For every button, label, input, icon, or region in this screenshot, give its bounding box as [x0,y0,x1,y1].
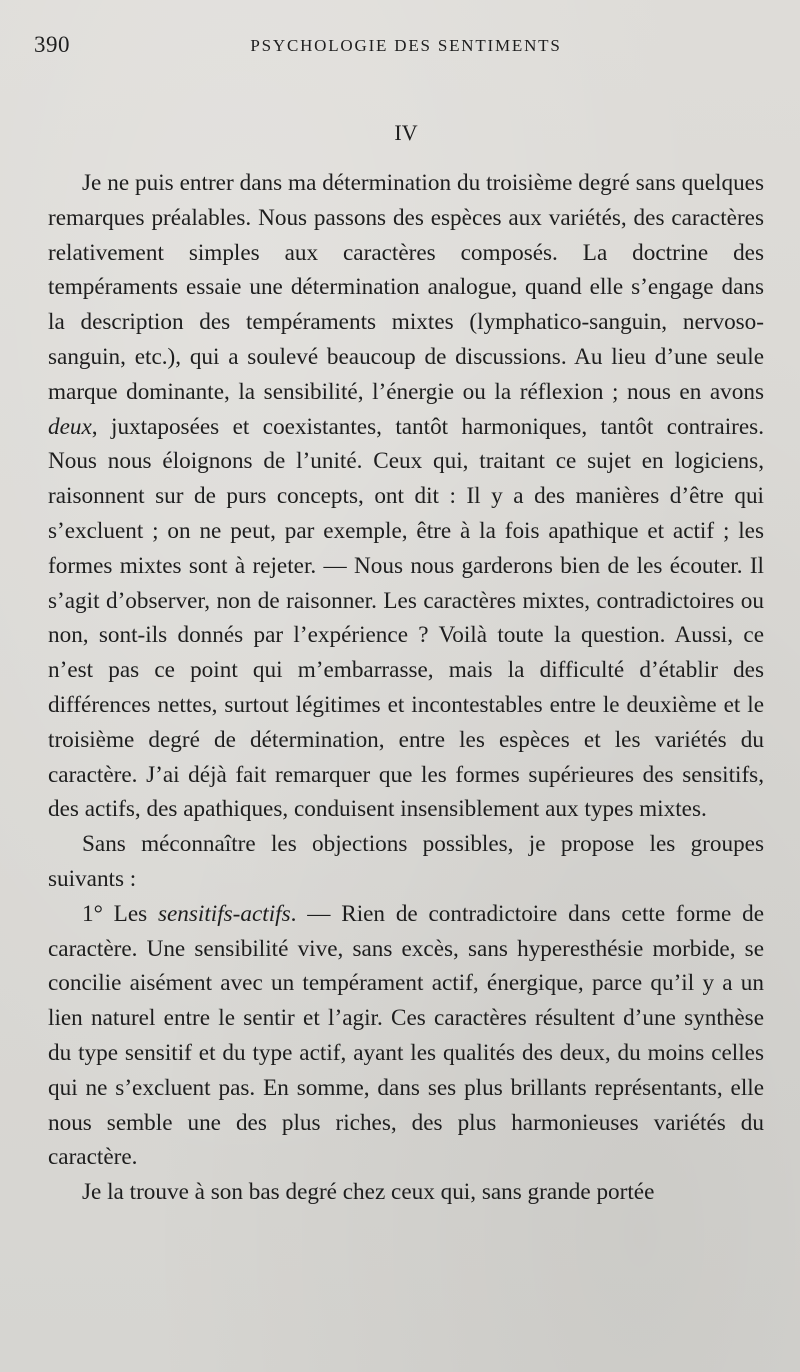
text-run: . — Rien de contradictoire dans cette forme de caractère. Une sensibilité vive, sans excès, sans hyperesthésie morbide, se concilie aisément avec un tempérament actif, énergique, parce qu’il y a un lien naturel entre le sentir et l’agir. Ces caractères résultent d’une synthèse du type sensitif et du type actif, ayant les qualités des deux, du moins celles qui ne s’excluent pas. En somme, dans ses plus brillants représentants, elle nous semble une des plus riches, des plus harmonieuses variétés du caractère. [48,900,764,1171]
paragraph [48,897,764,1175]
section-number: IV [394,120,418,145]
paragraph [48,827,764,897]
text-run: Je ne puis entrer dans ma détermination du troisième degré sans quelques remarques préalables. Nous passons des espèces aux variétés, des caractères relativement simples aux caractères composés. La doctrine des tempéraments essaie une détermination analogue, quand elle s’engage dans la description des tempéraments mixtes (lymphatico-sanguin, nervoso-sanguin, etc.), qui a soulevé beaucoup de discussions. Au lieu d’une seule marque dominante, la sensibilité, l’énergie ou la réflexion ; nous en avons [48,170,764,405]
text-run: Je la trouve à son bas degré chez ceux qui, sans grande portée [82,1179,655,1206]
page-number: 390 [34,32,70,57]
body-text [48,166,764,1210]
text-run: 1° Les [82,900,158,927]
text-run: , juxtaposées et coexistantes, tantôt harmoniques, tantôt contraires. Nous nous éloignons de l’unité. Ceux qui, traitant ce sujet en logiciens, raisonnent sur de purs concepts, ont dit : Il y a des manières d’être qui s’excluent ; on ne peut, par exemple, être à la fois apathique et actif ; les formes mixtes sont à rejeter. — Nous nous garderons bien de les écouter. Il s’agit d’observer, non de raisonner. Les caractères mixtes, contradictoires ou non, sont-ils donnés par l’expérience ? Voilà toute la question. Aussi, ce n’est pas ce point qui m’embarrasse, mais la difficulté d’établir des différences nettes, surtout légitimes et incontestables entre le deuxième et le troisième degré de détermination, entre les espèces et les variétés du caractère. J’ai déjà fait remarquer que les formes supérieures des sensitifs, des actifs, des apathiques, conduisent insensiblement aux types mixtes. [48,413,764,823]
italic-text-run: deux [48,413,92,440]
paragraph [48,166,764,827]
running-title: PSYCHOLOGIE DES SENTIMENTS [250,36,562,55]
italic-text-run: sensitifs-actifs [157,900,291,927]
paragraph [48,1175,764,1210]
page-header [34,28,764,68]
text-run: Sans méconnaître les objections possibles, je propose les groupes suivants : [48,831,764,892]
